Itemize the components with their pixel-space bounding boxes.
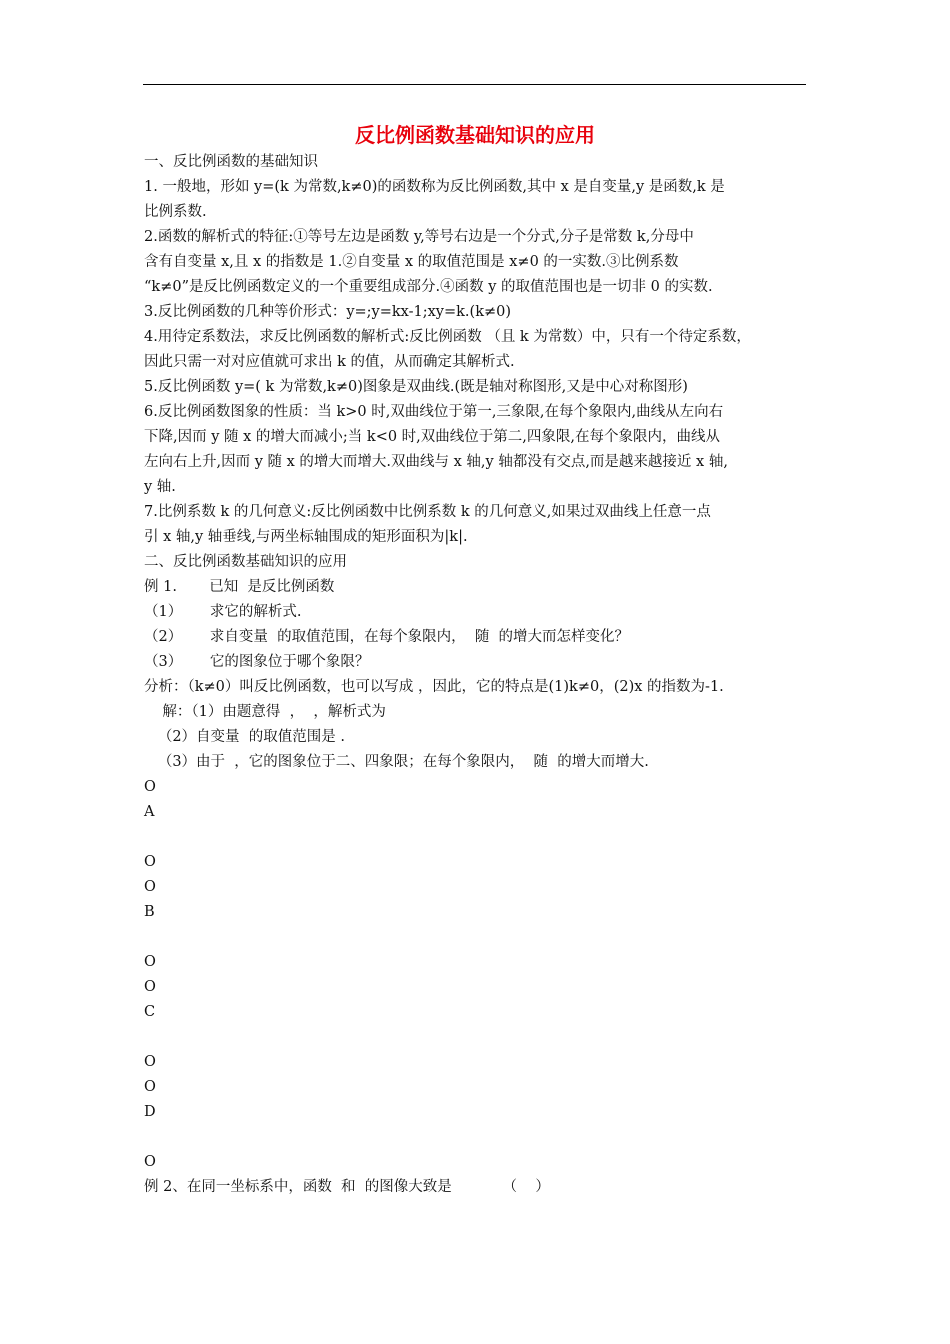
text-line: 7.比例系数 k 的几何意义:反比例函数中比例系数 k 的几何意义,如果过双曲线上任意一点 (144, 504, 711, 520)
text-line: “k≠0”是反比例函数定义的一个重要组成部分.④函数 y 的取值范围也是一切非 0 的实数. (144, 279, 713, 295)
text-line: （1） 求它的解析式. (144, 604, 302, 620)
text-line: C (144, 1004, 156, 1020)
text-line: A (144, 804, 155, 820)
text-line: 因此只需一对对应值就可求出 k 的值，从而确定其解析式. (144, 354, 515, 370)
text-line: 4.用待定系数法，求反比例函数的解析式:反比例函数 （且 k 为常数）中，只有一个待定系数， (144, 329, 751, 345)
text-line: 一、反比例函数的基础知识 (144, 154, 318, 170)
blank-line (144, 1125, 808, 1150)
header-rule (143, 84, 806, 85)
blank-line (144, 1025, 808, 1050)
text-line: 下降,因而 y 随 x 的增大而减小;当 k<0 时,双曲线位于第二,四象限,在每个象限内，曲线从 (144, 429, 721, 445)
text-line: 5.反比例函数 y=( k 为常数,k≠0)图象是双曲线.(既是轴对称图形,又是中心对称图形) (144, 379, 688, 395)
text-line: 解：（1）由题意得 ， ，解析式为 (144, 704, 386, 720)
text-line: O (144, 1054, 156, 1070)
text-line: 例 2、在同一坐标系中，函数 和 的图像大致是 （ ） (144, 1179, 550, 1195)
text-line: 例 1. 已知 是反比例函数 (144, 579, 335, 595)
text-line: 二、反比例函数基础知识的应用 (144, 554, 347, 570)
text-line: O (144, 979, 156, 995)
blank-line (144, 825, 808, 850)
text-line: 比例系数. (144, 204, 207, 220)
text-line: （3）由于 ，它的图象位于二、四象限；在每个象限内， 随 的增大而增大. (144, 754, 649, 770)
text-line: 含有自变量 x,且 x 的指数是 1.②自变量 x 的取值范围是 x≠0 的一实数.③比例系数 (144, 254, 679, 270)
text-line: 2.函数的解析式的特征:①等号左边是函数 y,等号右边是一个分式,分子是常数 k,分母中 (144, 229, 694, 245)
document-title: 反比例函数基础知识的应用 (355, 123, 595, 147)
text-line: y 轴. (144, 479, 176, 495)
text-line: 引 x 轴,y 轴垂线,与两坐标轴围成的矩形面积为|k|. (144, 529, 468, 545)
text-line: （3） 它的图象位于哪个象限？ (144, 654, 370, 670)
text-line: O (144, 1079, 156, 1095)
text-line: O (144, 854, 156, 870)
text-line: 1. 一般地，形如 y=(k 为常数,k≠0)的函数称为反比例函数,其中 x 是自变量,y 是函数,k 是 (144, 179, 725, 195)
text-line: O (144, 1154, 156, 1170)
text-line: （2）自变量 的取值范围是 . (144, 729, 345, 745)
document-body (144, 150, 808, 1200)
text-line: 左向右上升,因而 y 随 x 的增大而增大.双曲线与 x 轴,y 轴都没有交点,而是越来越接近 x 轴, (144, 454, 728, 470)
text-line: 分析：（k≠0）叫反比例函数，也可以写成 ，因此，它的特点是(1)k≠0，(2)x 的指数为-1. (144, 679, 724, 695)
text-line: （2） 求自变量 的取值范围，在每个象限内， 随 的增大而怎样变化？ (144, 629, 630, 645)
text-line: O (144, 954, 156, 970)
text-line: D (144, 1104, 156, 1120)
text-line: 6.反比例函数图象的性质：当 k>0 时,双曲线位于第一,三象限,在每个象限内,曲线从左向右 (144, 404, 724, 420)
blank-line (144, 925, 808, 950)
text-line: O (144, 779, 156, 795)
text-line: 3.反比例函数的几种等价形式：y=;y=kx-1;xy=k.(k≠0) (144, 304, 512, 320)
text-line: B (144, 904, 155, 920)
text-line: O (144, 879, 156, 895)
